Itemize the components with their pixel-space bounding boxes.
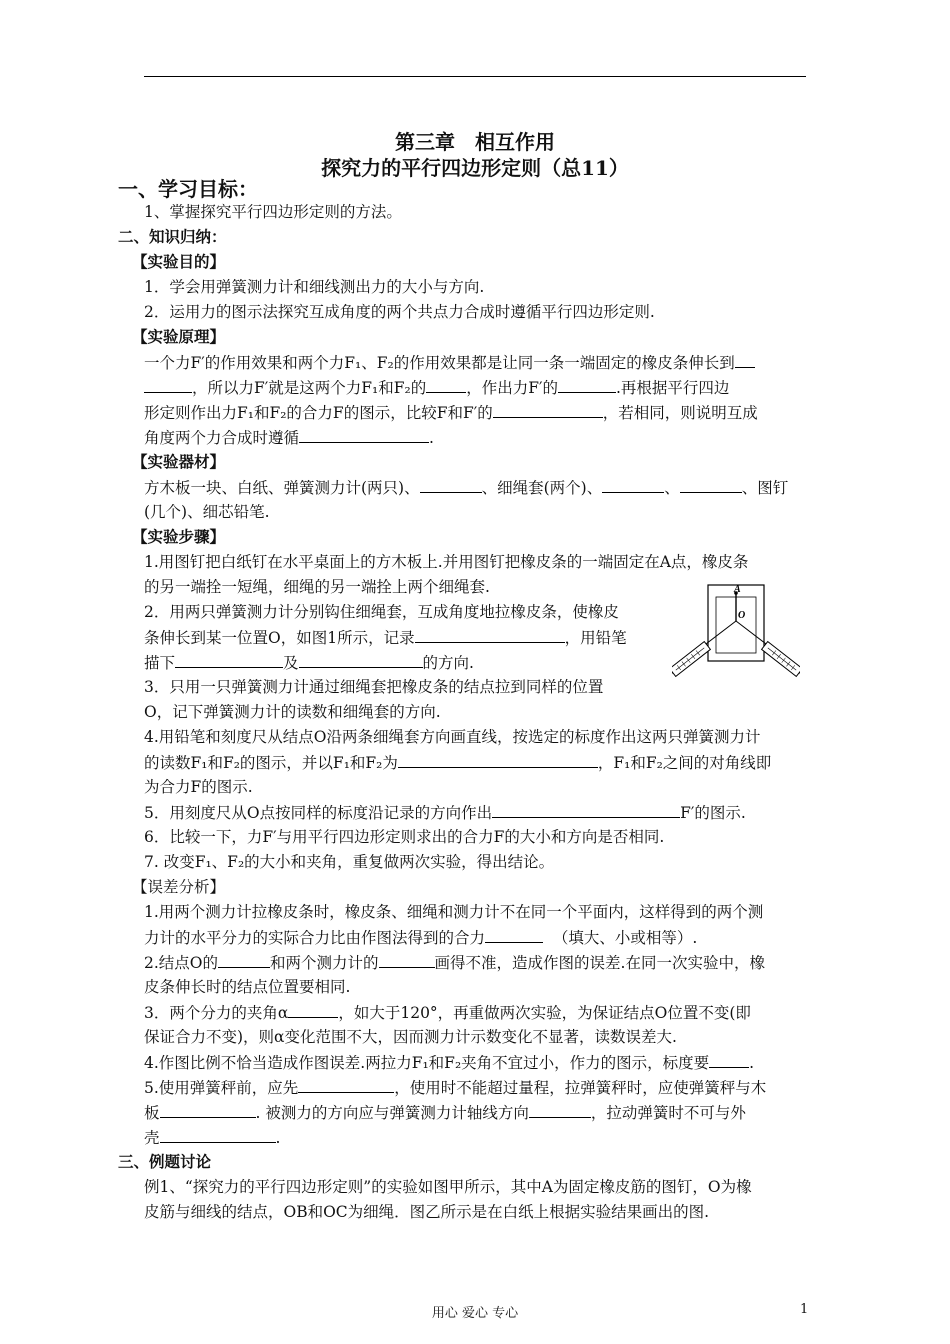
example-1a: 例1、“探究力的平行四边形定则”的实验如图甲所示，其中A为固定橡皮筋的图钉，O为橡 bbox=[144, 1178, 752, 1196]
step-6: 6．比较一下，力F′与用平行四边形定则求出的合力F的大小和方向是否相同. bbox=[144, 828, 665, 846]
error-5b-text-2: . 被测力的方向应与弹簧测力计轴线方向 bbox=[255, 1104, 529, 1122]
error-4 bbox=[144, 1052, 754, 1073]
error-4-text-1: 4.作图比例不恰当造成作图误差.两拉力F₁和F₂夹角不宜过小，作力的图示，标度要 bbox=[144, 1054, 710, 1072]
step-2a: 2．用两只弹簧测力计分别钩住细绳套，互成角度地拉橡皮条，使橡皮 bbox=[144, 603, 619, 621]
blank bbox=[288, 1002, 338, 1018]
section2-heading: 二、知识归纳： bbox=[118, 227, 227, 246]
step-1a: 1.用图钉把白纸钉在水平桌面上的方木板上.并用图钉把橡皮条的一端固定在A点，橡皮条 bbox=[144, 553, 749, 571]
steps-heading: 【实验步骤】 bbox=[132, 527, 226, 546]
step-3a: 3．只用一只弹簧测力计通过细绳套把橡皮条的结点拉到同样的位置 bbox=[144, 678, 604, 696]
step-4c: 为合力F的图示. bbox=[144, 778, 253, 796]
blank bbox=[298, 1077, 394, 1093]
principle-text-4: .再根据平行四边 bbox=[616, 379, 730, 397]
error-1b bbox=[144, 927, 697, 948]
objective-item: 1、掌握探究平行四边形定则的方法。 bbox=[144, 203, 402, 221]
error-4-text-2: . bbox=[749, 1054, 755, 1072]
principle-line-2 bbox=[144, 377, 729, 398]
step-5-text-2: F′的图示. bbox=[680, 804, 746, 822]
step-3b: O，记下弹簧测力计的读数和细绳套的方向. bbox=[144, 703, 441, 721]
page-number: 1 bbox=[800, 1302, 809, 1317]
principle-line-4: 角度两个力合成时遵循 . bbox=[144, 429, 434, 447]
error-5a-text-1: 5.使用弹簧秤前，应先 bbox=[144, 1079, 299, 1097]
lesson-title: 探究力的平行四边形定则（总11） bbox=[321, 156, 629, 180]
step-5 bbox=[144, 802, 746, 823]
equipment-text-4: 、图钉 bbox=[741, 479, 789, 497]
principle-text-3: ，作出力F′的 bbox=[466, 379, 558, 397]
step-2c-text-2: 及 bbox=[283, 654, 299, 672]
label-a: A bbox=[734, 584, 741, 595]
error-3a-text-1: 3．两个分力的夹角α bbox=[144, 1004, 289, 1022]
string-left bbox=[702, 621, 736, 647]
error-5b-text-3: ，拉动弹簧时不可与外 bbox=[590, 1104, 746, 1122]
principle-line-1 bbox=[144, 352, 755, 373]
error-5c-text-2: . bbox=[275, 1129, 281, 1147]
error-2b: 皮条伸长时的结点位置要相同. bbox=[144, 978, 351, 996]
blank bbox=[398, 752, 598, 768]
step-4a: 4.用铅笔和刻度尺从结点O沿两条细绳套方向画直线，按选定的标度作出这两只弹簧测力计 bbox=[144, 728, 761, 746]
step-2b-text-2: ，用铅笔 bbox=[564, 629, 627, 647]
equipment-line-1 bbox=[144, 477, 788, 498]
error-2a-text-2: 和两个测力计的 bbox=[270, 954, 379, 972]
blank bbox=[602, 477, 664, 493]
label-o: O bbox=[738, 610, 746, 621]
spring-scale-left bbox=[672, 642, 710, 682]
principle-heading: 【实验原理】 bbox=[132, 327, 226, 346]
blank bbox=[735, 352, 755, 368]
step-7: 7. 改变F₁、F₂的大小和夹角，重复做两次实验，得出结论。 bbox=[144, 853, 555, 871]
equipment-heading: 【实验器材】 bbox=[132, 452, 226, 471]
step-2b-text-1: 条伸长到某一位置O，如图1所示，记录 bbox=[144, 629, 415, 647]
step-1b: 的另一端拴一短绳，细绳的另一端拴上两个细绳套. bbox=[144, 578, 490, 596]
blank bbox=[160, 1127, 276, 1143]
error-5a bbox=[144, 1077, 766, 1098]
blank bbox=[160, 1102, 256, 1118]
equipment-line-2: (几个)、细芯铅笔. bbox=[144, 503, 270, 521]
blank bbox=[529, 1102, 591, 1118]
error-3a bbox=[144, 1002, 751, 1023]
principle-text-7: 角度两个力合成时遵循 bbox=[144, 429, 300, 447]
error-5b-text-1: 板 bbox=[144, 1104, 160, 1122]
header-rule bbox=[144, 76, 806, 77]
example-1b: 皮筋与细线的结点，OB和OC为细绳．图乙所示是在白纸上根据实验结果画出的图. bbox=[144, 1203, 710, 1221]
step-2b bbox=[144, 627, 627, 648]
equipment-text-3: 、 bbox=[664, 479, 680, 497]
error-2a bbox=[144, 952, 765, 973]
step-4b bbox=[144, 752, 771, 773]
blank bbox=[680, 477, 742, 493]
step-2c bbox=[144, 652, 474, 673]
blank bbox=[299, 652, 423, 668]
step-5-text-1: 5．用刻度尺从O点按同样的标度沿记录的方向作出 bbox=[144, 804, 493, 822]
principle-text-5: 形定则作出力F₁和F₂的合力F的图示，比较F和F′的 bbox=[144, 404, 493, 422]
page-footer: 用心 爱心 专心 bbox=[431, 1306, 519, 1321]
principle-text-2: ，所以力F′就是这两个力F₁和F₂的 bbox=[192, 379, 427, 397]
experiment-figure bbox=[672, 583, 800, 695]
error-5b bbox=[144, 1102, 746, 1123]
blank bbox=[175, 652, 283, 668]
blank bbox=[485, 927, 543, 943]
error-1b-text-1: 力计的水平分力的实际合力比由作图法得到的合力 bbox=[144, 929, 486, 947]
blank bbox=[299, 427, 429, 443]
equipment-text-2: 、细绳套(两个)、 bbox=[481, 479, 603, 497]
error-2a-text-3: 画得不准，造成作图的误差.在同一次实验中，橡 bbox=[434, 954, 765, 972]
blank bbox=[426, 377, 466, 393]
blank bbox=[415, 627, 565, 643]
string-right bbox=[736, 621, 770, 647]
principle-line-3 bbox=[144, 402, 758, 423]
step-4b-text-2: ，F₁和F₂之间的对角线即 bbox=[597, 754, 772, 772]
blank bbox=[709, 1052, 749, 1068]
step-2c-text-1: 描下 bbox=[144, 654, 176, 672]
purpose-heading: 【实验目的】 bbox=[132, 252, 226, 271]
blank bbox=[493, 402, 603, 418]
error-1b-text-2: （填大、小或相等）. bbox=[552, 929, 698, 947]
error-1a: 1.用两个测力计拉橡皮条时，橡皮条、细绳和测力计不在同一个平面内，这样得到的两个测 bbox=[144, 903, 764, 921]
blank bbox=[144, 377, 192, 393]
error-3a-text-2: ，如大于120°，再重做两次实验，为保证结点O位置不变(即 bbox=[338, 1004, 751, 1022]
blank bbox=[558, 377, 616, 393]
error-5a-text-2: ，使用时不能超过量程，拉弹簧秤时，应使弹簧秤与木 bbox=[394, 1079, 767, 1097]
principle-text-6: ，若相同，则说明互成 bbox=[602, 404, 758, 422]
error-2a-text-1: 2.结点O的 bbox=[144, 954, 218, 972]
step-4b-text-1: 的读数F₁和F₂的图示，并以F₁和F₂为 bbox=[144, 754, 398, 772]
error-5c bbox=[144, 1127, 280, 1148]
error-5c-text-1: 壳 bbox=[144, 1129, 160, 1147]
purpose-item-1: 1．学会用弹簧测力计和细线测出力的大小与方向. bbox=[144, 278, 485, 296]
error-3b: 保证合力不变)，则α变化范围不大，因而测力计示数变化不显著，读数误差大. bbox=[144, 1028, 677, 1046]
purpose-item-2: 2．运用力的图示法探究互成角度的两个共点力合成时遵循平行四边形定则. bbox=[144, 303, 655, 321]
blank bbox=[492, 802, 680, 818]
spring-scale-right bbox=[762, 642, 800, 682]
principle-text-1: 一个力F′的作用效果和两个力F₁、F₂的作用效果都是让同一条一端固定的橡皮条伸长到 bbox=[144, 354, 735, 372]
blank bbox=[379, 952, 435, 968]
section3-heading: 三、例题讨论 bbox=[118, 1152, 212, 1171]
step-2c-text-3: 的方向. bbox=[422, 654, 474, 672]
error-heading: 【误差分析】 bbox=[132, 878, 226, 896]
blank bbox=[420, 477, 482, 493]
section1-heading: 一、学习目标： bbox=[118, 177, 258, 201]
blank bbox=[218, 952, 270, 968]
chapter-title: 第三章 相互作用 bbox=[395, 130, 555, 154]
equipment-text-1: 方木板一块、白纸、弹簧测力计(两只)、 bbox=[144, 479, 420, 497]
